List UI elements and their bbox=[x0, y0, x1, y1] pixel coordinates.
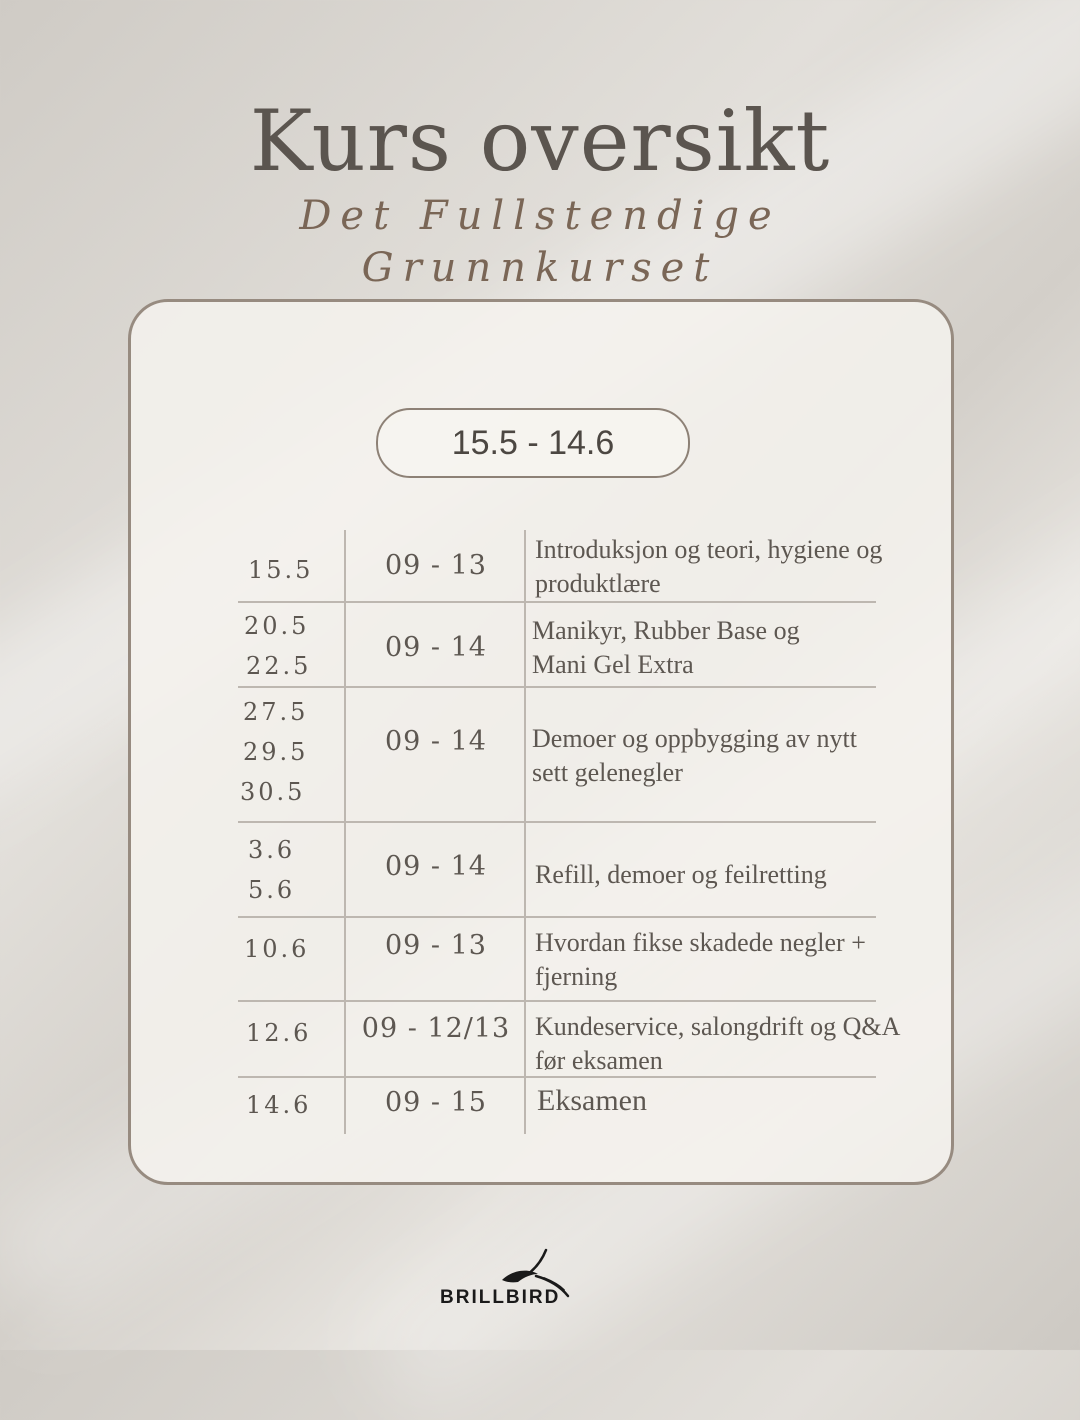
session-description: Refill, demoer og feilretting bbox=[535, 860, 827, 889]
brand-name: BRILLBIRD bbox=[440, 1287, 561, 1308]
session-time: 09 - 15 bbox=[384, 1087, 487, 1118]
period-badge: 15.5 - 14.6 bbox=[376, 408, 690, 478]
session-time: 09 - 14 bbox=[384, 726, 487, 757]
session-date: 12.6 bbox=[246, 1019, 312, 1047]
session-time: 09 - 14 bbox=[384, 851, 487, 882]
row-divider bbox=[238, 821, 876, 823]
session-description: Hvordan fikse skadede negler + fjerning bbox=[535, 928, 866, 991]
session-description: Demoer og oppbygging av nytt sett gelenegler bbox=[532, 724, 857, 787]
session-date: 5.6 bbox=[248, 876, 296, 904]
session-description: Manikyr, Rubber Base og Mani Gel Extra bbox=[532, 616, 800, 679]
session-date: 22.5 bbox=[246, 652, 312, 680]
row-divider bbox=[238, 916, 876, 918]
session-time: 09 - 14 bbox=[384, 632, 487, 663]
session-date: 10.6 bbox=[244, 935, 310, 963]
row-divider bbox=[238, 601, 876, 603]
row-divider bbox=[238, 686, 876, 688]
session-description: Kundeservice, salongdrift og Q&A før eksamen bbox=[535, 1012, 899, 1075]
session-date: 14.6 bbox=[246, 1091, 312, 1119]
session-date: 3.6 bbox=[248, 836, 296, 864]
session-date: 30.5 bbox=[240, 778, 306, 806]
session-time: 09 - 13 bbox=[384, 930, 487, 961]
row-divider bbox=[238, 1000, 876, 1002]
session-description: Introduksjon og teori, hygiene og produktlære bbox=[535, 535, 883, 598]
session-description: Eksamen bbox=[537, 1084, 647, 1117]
session-date: 27.5 bbox=[243, 698, 309, 726]
session-time: 09 - 13 bbox=[384, 550, 487, 581]
column-divider bbox=[344, 530, 346, 1134]
page-title: Kurs oversikt bbox=[249, 92, 831, 190]
session-date: 20.5 bbox=[244, 612, 310, 640]
session-date: 29.5 bbox=[243, 738, 309, 766]
session-time: 09 - 12/13 bbox=[361, 1013, 511, 1044]
session-date: 15.5 bbox=[248, 556, 314, 584]
course-subtitle: Det Fullstendige Grunnkurset bbox=[299, 193, 781, 291]
